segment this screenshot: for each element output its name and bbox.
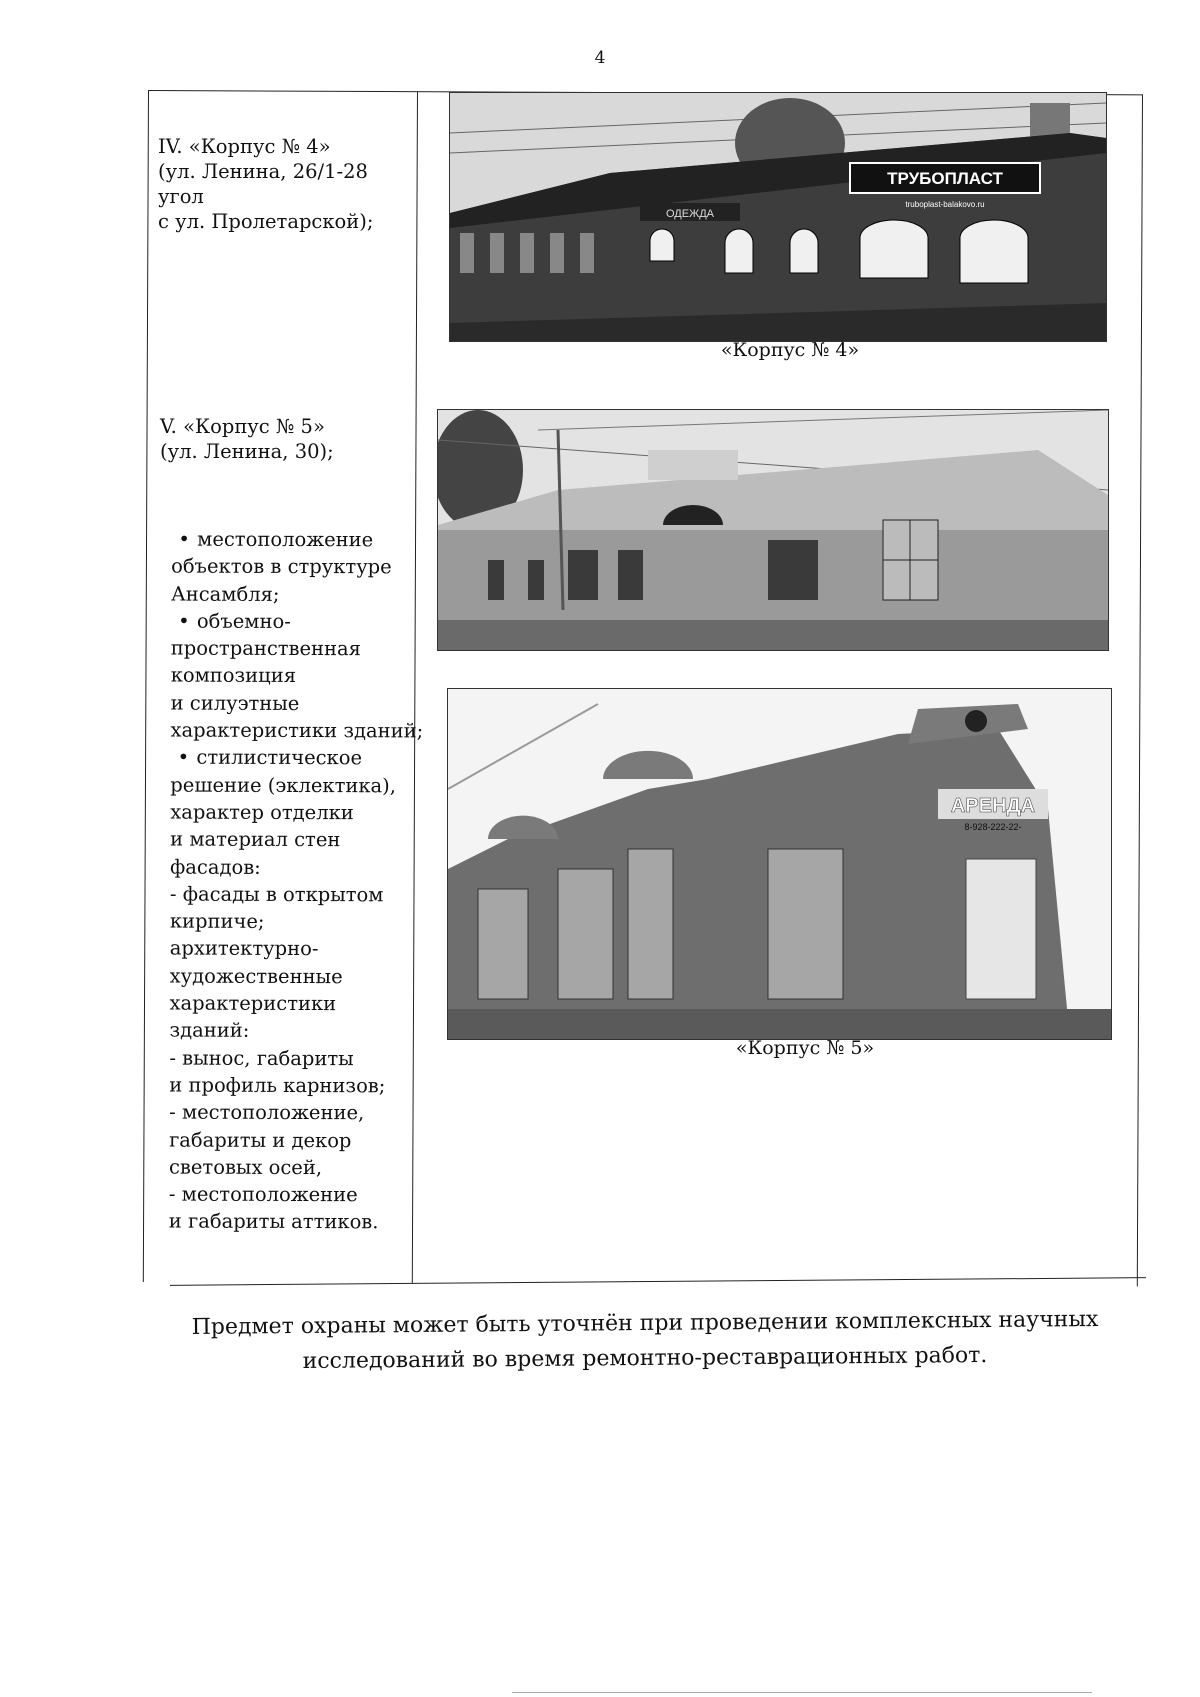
feature-line: - вынос, габариты (169, 1046, 354, 1070)
feature-line: архитектурно- (169, 937, 319, 961)
feature-line: фасадов: (170, 855, 261, 879)
feature-line: кирпиче; (169, 909, 265, 934)
entry-4-line: с ул. Пролетарской); (158, 210, 374, 233)
photo-korpus-5-facade (447, 688, 1112, 1040)
feature-line: характеристики (169, 991, 337, 1016)
feature-line: • объемно- (171, 607, 424, 635)
caption-korpus-5: «Корпус № 5» (735, 1037, 875, 1059)
feature-line: художественные (169, 964, 343, 988)
footer-note-line-2: исследований во время ремонтно-реставрационных работ. (302, 1343, 988, 1374)
feature-line: пространственная (170, 636, 362, 661)
sign-left-shop: ОДЕЖДА (665, 208, 715, 220)
sign-arenda: АРЕНДА (950, 795, 1036, 817)
photo-korpus-5-street (437, 409, 1109, 651)
entry-4-line: угол (158, 185, 204, 208)
feature-line: Ансамбля; (170, 582, 280, 606)
feature-line: - местоположение (168, 1182, 358, 1207)
feature-line: • стилистическое (170, 744, 423, 772)
entry-5-line: V. «Корпус № 5» (160, 415, 325, 438)
feature-line: • местоположение (171, 526, 424, 554)
page-number: 4 (594, 48, 606, 68)
feature-line: объектов в структуре (171, 554, 392, 579)
sign-arenda-phone: 8-928-222-22- (964, 822, 1022, 832)
protection-features-list (169, 526, 424, 1237)
photo-korpus-4 (449, 92, 1107, 342)
entry-5-description (160, 414, 334, 464)
entry-4-description (158, 134, 373, 234)
feature-line: характеристики зданий; (170, 718, 424, 743)
feature-line: световых осей, (168, 1155, 323, 1179)
entry-5-line: (ул. Ленина, 30); (160, 440, 334, 463)
feature-line: композиция (170, 664, 297, 688)
sign-truboplast-url: truboplast-balakovo.ru (905, 200, 985, 209)
caption-korpus-4: «Корпус № 4» (720, 339, 860, 361)
feature-line: - местоположение, (169, 1100, 365, 1125)
feature-line: габариты и декор (169, 1128, 352, 1152)
feature-line: зданий: (169, 1018, 250, 1043)
feature-line: - фасады в открытом (169, 882, 384, 907)
sign-truboplast: ТРУБОПЛАСТ (887, 169, 1003, 188)
entry-4-line: IV. «Корпус № 4» (158, 135, 331, 158)
entry-4-line: (ул. Ленина, 26/1-28 (158, 160, 368, 183)
feature-line: и габариты аттиков. (168, 1209, 379, 1234)
feature-line: и профиль карнизов; (169, 1073, 386, 1098)
feature-line: и силуэтные (170, 691, 300, 715)
bottom-rule (512, 1692, 1092, 1693)
footer-note-line-1: Предмет охраны может быть уточнён при проведении комплексных научных (191, 1307, 1099, 1340)
feature-line: и материал стен (170, 827, 341, 852)
feature-line: характер отделки (170, 800, 354, 825)
feature-line: решение (эклектика), (170, 773, 397, 798)
